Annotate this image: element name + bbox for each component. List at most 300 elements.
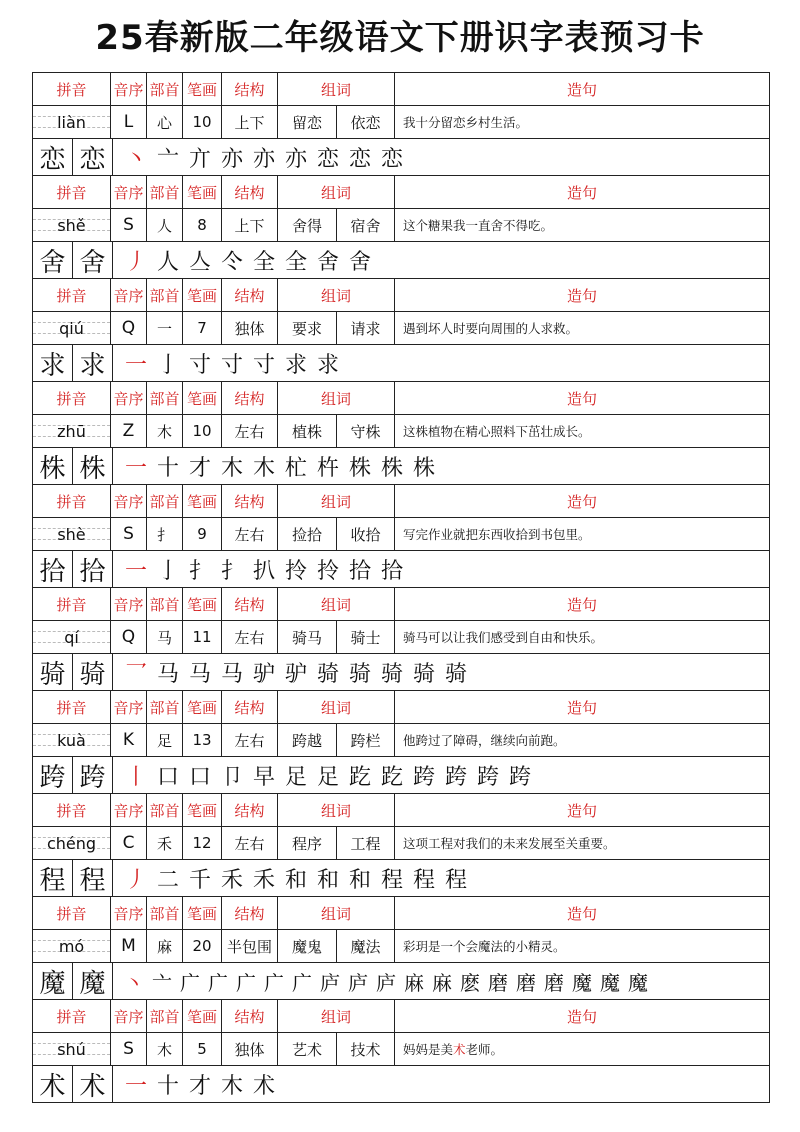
- stroke-steps: [113, 554, 407, 585]
- header-strokes: 笔画: [183, 588, 222, 620]
- header-initial: 音序: [111, 794, 147, 826]
- stroke-step: 麻: [404, 970, 424, 995]
- stroke-step: 马: [156, 661, 179, 687]
- stroke-step: 广: [208, 970, 228, 995]
- character-card: [33, 176, 769, 279]
- sentence-cell: 我十分留恋乡村生活。: [403, 115, 529, 130]
- pinyin-cell: [33, 827, 111, 859]
- stroke-step: 早: [252, 764, 275, 790]
- radical-cell: 麻: [147, 930, 183, 962]
- character-box: 舍: [33, 242, 73, 278]
- character-table: [32, 72, 770, 1103]
- stroke-step: 杧: [284, 455, 307, 481]
- character-card: [33, 897, 769, 1000]
- header-words: 组词: [278, 691, 395, 723]
- stroke-step: 一: [124, 352, 147, 378]
- sentence-cell: 这项工程对我们的未来发展至关重要。: [403, 836, 616, 851]
- stroke-step: 十: [156, 1073, 179, 1099]
- stroke-step: 丿: [124, 249, 147, 275]
- header-sentence: 造句: [566, 595, 597, 614]
- header-initial: 音序: [111, 485, 147, 517]
- stroke-step: 全: [284, 249, 307, 275]
- stroke-step: 拎: [316, 558, 339, 584]
- header-radical: 部首: [147, 1000, 183, 1032]
- stroke-steps: [113, 967, 651, 996]
- stroke-step: 扌: [220, 558, 243, 584]
- radical-cell: 心: [147, 106, 183, 138]
- stroke-count-cell: 9: [183, 518, 222, 550]
- character-box: 魔: [73, 963, 113, 999]
- initial-cell: C: [111, 827, 147, 859]
- radical-cell: 禾: [147, 827, 183, 859]
- header-row: [33, 691, 769, 724]
- stroke-count-cell: 10: [183, 106, 222, 138]
- stroke-step: 拎: [284, 558, 307, 584]
- stroke-steps: [113, 142, 407, 173]
- stroke-order-row: [33, 1066, 769, 1102]
- stroke-step: 麽: [460, 970, 480, 995]
- info-row: [33, 930, 769, 963]
- header-sentence: 造句: [566, 286, 597, 305]
- radical-cell: 一: [147, 312, 183, 344]
- character-box: 程: [33, 860, 73, 896]
- stroke-step: 磨: [544, 970, 564, 995]
- stroke-step: 亦: [220, 146, 243, 172]
- header-initial: 音序: [111, 1000, 147, 1032]
- stroke-steps: [113, 245, 375, 276]
- header-row: [33, 794, 769, 827]
- header-structure: 结构: [222, 588, 278, 620]
- pinyin-cell: [33, 518, 111, 550]
- info-row: [33, 106, 769, 139]
- highlighted-char: 术: [453, 1042, 466, 1057]
- stroke-step: 骑: [348, 661, 371, 687]
- info-row: [33, 621, 769, 654]
- stroke-step: 全: [252, 249, 275, 275]
- character-card: [33, 485, 769, 588]
- header-row: [33, 176, 769, 209]
- stroke-step: 足: [316, 764, 339, 790]
- header-pinyin: 拼音: [33, 1000, 111, 1032]
- stroke-step: 扌: [188, 558, 211, 584]
- header-initial: 音序: [111, 279, 147, 311]
- header-structure: 结构: [222, 73, 278, 105]
- header-pinyin: 拼音: [33, 279, 111, 311]
- header-strokes: 笔画: [183, 691, 222, 723]
- word-cell: 魔法: [337, 930, 395, 962]
- stroke-step: 千: [188, 867, 211, 893]
- stroke-step: 庐: [376, 970, 396, 995]
- stroke-order-row: [33, 139, 769, 175]
- radical-cell: 木: [147, 1033, 183, 1065]
- stroke-step: 拾: [348, 558, 371, 584]
- header-structure: 结构: [222, 1000, 278, 1032]
- stroke-step: 亦: [252, 146, 275, 172]
- header-words: 组词: [278, 794, 395, 826]
- info-row: [33, 518, 769, 551]
- header-radical: 部首: [147, 176, 183, 208]
- stroke-step: 马: [220, 661, 243, 687]
- stroke-step: 驴: [252, 661, 275, 687]
- character-box: 恋: [33, 139, 73, 175]
- stroke-step: 一: [124, 1073, 147, 1099]
- pinyin-text: zhū: [57, 421, 86, 441]
- stroke-step: 寸: [188, 352, 211, 378]
- header-structure: 结构: [222, 176, 278, 208]
- stroke-step: 广: [292, 970, 312, 995]
- stroke-count-cell: 11: [183, 621, 222, 653]
- character-card: [33, 588, 769, 691]
- pinyin-text: shú: [57, 1039, 86, 1059]
- word-cell: 舍得: [278, 209, 337, 241]
- word-cell: 植株: [278, 415, 337, 447]
- stroke-step: 亅: [156, 352, 179, 378]
- stroke-steps: [113, 1069, 279, 1100]
- structure-cell: 左右: [222, 621, 278, 653]
- header-sentence: 造句: [566, 183, 597, 202]
- stroke-step: 魔: [600, 970, 620, 995]
- stroke-step: 魔: [572, 970, 592, 995]
- header-structure: 结构: [222, 485, 278, 517]
- character-box: 求: [73, 345, 113, 381]
- stroke-count-cell: 7: [183, 312, 222, 344]
- stroke-step: 程: [412, 867, 435, 893]
- stroke-step: 求: [316, 352, 339, 378]
- stroke-step: 跨: [476, 764, 499, 790]
- stroke-step: 亅: [156, 558, 179, 584]
- pinyin-text: qí: [64, 627, 79, 647]
- stroke-step: 仒: [220, 249, 243, 275]
- stroke-step: 十: [156, 455, 179, 481]
- header-strokes: 笔画: [183, 1000, 222, 1032]
- stroke-step: 庐: [320, 970, 340, 995]
- sentence-cell: 这个糖果我一直舍不得吃。: [403, 218, 554, 233]
- stroke-steps: [113, 657, 471, 688]
- stroke-step: 亠: [156, 146, 179, 172]
- stroke-step: 丨: [124, 764, 147, 790]
- stroke-step: 拾: [380, 558, 403, 584]
- stroke-step: 二: [156, 867, 179, 893]
- structure-cell: 半包围: [222, 930, 278, 962]
- header-row: [33, 382, 769, 415]
- stroke-order-row: [33, 345, 769, 381]
- stroke-step: 和: [348, 867, 371, 893]
- initial-cell: Q: [111, 312, 147, 344]
- word-cell: 艺术: [278, 1033, 337, 1065]
- sentence-cell: 他跨过了障碍，继续向前跑。: [403, 733, 566, 748]
- header-words: 组词: [278, 1000, 395, 1032]
- header-words: 组词: [278, 279, 395, 311]
- stroke-step: 寸: [220, 352, 243, 378]
- stroke-count-cell: 8: [183, 209, 222, 241]
- character-box: 跨: [73, 757, 113, 793]
- stroke-step: 跨: [508, 764, 531, 790]
- sentence-cell: 骑马可以让我们感受到自由和快乐。: [403, 630, 604, 645]
- stroke-step: 杵: [316, 455, 339, 481]
- word-cell: 工程: [337, 827, 395, 859]
- stroke-step: 木: [220, 455, 243, 481]
- word-cell: 程序: [278, 827, 337, 859]
- character-box: 术: [73, 1066, 113, 1102]
- stroke-step: 丶: [124, 970, 144, 995]
- stroke-step: 跨: [444, 764, 467, 790]
- initial-cell: Z: [111, 415, 147, 447]
- page-title: 25春新版二年级语文下册识字表预习卡: [95, 18, 705, 58]
- initial-cell: M: [111, 930, 147, 962]
- initial-cell: L: [111, 106, 147, 138]
- word-cell: 骑马: [278, 621, 337, 653]
- header-pinyin: 拼音: [33, 382, 111, 414]
- stroke-step: 亣: [188, 146, 211, 172]
- header-radical: 部首: [147, 485, 183, 517]
- stroke-step: 恋: [380, 146, 403, 172]
- header-row: [33, 897, 769, 930]
- character-card: [33, 73, 769, 176]
- character-box: 株: [33, 448, 73, 484]
- initial-cell: S: [111, 1033, 147, 1065]
- stroke-step: 木: [220, 1073, 243, 1099]
- header-strokes: 笔画: [183, 279, 222, 311]
- header-row: [33, 588, 769, 621]
- header-structure: 结构: [222, 279, 278, 311]
- character-box: 跨: [33, 757, 73, 793]
- pinyin-cell: [33, 1033, 111, 1065]
- character-box: 骑: [33, 654, 73, 690]
- pinyin-text: shè: [57, 524, 86, 544]
- pinyin-cell: [33, 724, 111, 756]
- stroke-step: 禾: [220, 867, 243, 893]
- header-initial: 音序: [111, 176, 147, 208]
- character-card: [33, 1000, 769, 1103]
- word-cell: 宿舍: [337, 209, 395, 241]
- header-radical: 部首: [147, 588, 183, 620]
- header-strokes: 笔画: [183, 176, 222, 208]
- stroke-step: 和: [316, 867, 339, 893]
- pinyin-cell: [33, 415, 111, 447]
- header-strokes: 笔画: [183, 73, 222, 105]
- stroke-order-row: [33, 654, 769, 690]
- header-words: 组词: [278, 176, 395, 208]
- structure-cell: 独体: [222, 312, 278, 344]
- stroke-step: 趷: [380, 764, 403, 790]
- structure-cell: 左右: [222, 827, 278, 859]
- pinyin-text: liàn: [57, 112, 86, 132]
- sentence-cell: 妈妈是美 术 老师。: [403, 1042, 504, 1057]
- header-words: 组词: [278, 485, 395, 517]
- header-strokes: 笔画: [183, 485, 222, 517]
- stroke-step: 乛: [124, 661, 147, 687]
- character-card: [33, 382, 769, 485]
- stroke-step: 口: [188, 764, 211, 790]
- info-row: [33, 1033, 769, 1066]
- info-row: [33, 724, 769, 757]
- stroke-step: 禾: [252, 867, 275, 893]
- pinyin-cell: [33, 621, 111, 653]
- header-radical: 部首: [147, 897, 183, 929]
- initial-cell: S: [111, 518, 147, 550]
- word-cell: 魔鬼: [278, 930, 337, 962]
- stroke-step: 恋: [316, 146, 339, 172]
- pinyin-cell: [33, 930, 111, 962]
- header-words: 组词: [278, 73, 395, 105]
- word-cell: 跨越: [278, 724, 337, 756]
- header-words: 组词: [278, 382, 395, 414]
- header-words: 组词: [278, 897, 395, 929]
- pinyin-cell: [33, 312, 111, 344]
- stroke-steps: [113, 451, 439, 482]
- stroke-step: 才: [188, 455, 211, 481]
- structure-cell: 上下: [222, 106, 278, 138]
- radical-cell: 足: [147, 724, 183, 756]
- info-row: [33, 415, 769, 448]
- stroke-count-cell: 12: [183, 827, 222, 859]
- pinyin-cell: [33, 106, 111, 138]
- header-strokes: 笔画: [183, 382, 222, 414]
- header-radical: 部首: [147, 691, 183, 723]
- stroke-step: 磨: [488, 970, 508, 995]
- stroke-step: 足: [284, 764, 307, 790]
- info-row: [33, 312, 769, 345]
- stroke-step: 骑: [412, 661, 435, 687]
- stroke-step: 跨: [412, 764, 435, 790]
- stroke-step: 骑: [444, 661, 467, 687]
- header-initial: 音序: [111, 897, 147, 929]
- word-cell: 请求: [337, 312, 395, 344]
- stroke-count-cell: 5: [183, 1033, 222, 1065]
- stroke-step: 磨: [516, 970, 536, 995]
- stroke-step: 亦: [284, 146, 307, 172]
- word-cell: 骑士: [337, 621, 395, 653]
- pinyin-text: shě: [57, 215, 86, 235]
- stroke-step: 一: [124, 558, 147, 584]
- sentence-cell: 彩玥是一个会魔法的小精灵。: [403, 939, 566, 954]
- stroke-step: 舍: [348, 249, 371, 275]
- stroke-step: 程: [380, 867, 403, 893]
- pinyin-text: mó: [58, 936, 85, 956]
- stroke-steps: [113, 863, 471, 894]
- header-structure: 结构: [222, 382, 278, 414]
- stroke-step: 口: [156, 764, 179, 790]
- stroke-step: 人: [156, 249, 179, 275]
- stroke-steps: [113, 348, 343, 379]
- header-radical: 部首: [147, 794, 183, 826]
- pinyin-cell: [33, 209, 111, 241]
- word-cell: 要求: [278, 312, 337, 344]
- character-card: [33, 279, 769, 382]
- word-cell: 捡拾: [278, 518, 337, 550]
- header-pinyin: 拼音: [33, 176, 111, 208]
- word-cell: 跨栏: [337, 724, 395, 756]
- stroke-count-cell: 20: [183, 930, 222, 962]
- stroke-step: 广: [264, 970, 284, 995]
- character-box: 拾: [33, 551, 73, 587]
- stroke-steps: [113, 760, 535, 791]
- character-box: 舍: [73, 242, 113, 278]
- stroke-step: 术: [252, 1073, 275, 1099]
- stroke-order-row: [33, 757, 769, 793]
- stroke-step: 舍: [316, 249, 339, 275]
- stroke-step: 麻: [432, 970, 452, 995]
- stroke-step: 株: [380, 455, 403, 481]
- character-box: 术: [33, 1066, 73, 1102]
- character-card: [33, 691, 769, 794]
- stroke-step: 寸: [252, 352, 275, 378]
- structure-cell: 左右: [222, 415, 278, 447]
- header-pinyin: 拼音: [33, 588, 111, 620]
- header-pinyin: 拼音: [33, 485, 111, 517]
- stroke-order-row: [33, 242, 769, 278]
- initial-cell: S: [111, 209, 147, 241]
- sentence-cell: 遇到坏人时要向周围的人求救。: [403, 321, 579, 336]
- stroke-step: 趷: [348, 764, 371, 790]
- header-pinyin: 拼音: [33, 73, 111, 105]
- stroke-step: 恋: [348, 146, 371, 172]
- header-structure: 结构: [222, 897, 278, 929]
- stroke-step: 木: [252, 455, 275, 481]
- header-initial: 音序: [111, 382, 147, 414]
- info-row: [33, 827, 769, 860]
- header-sentence: 造句: [566, 492, 597, 511]
- initial-cell: Q: [111, 621, 147, 653]
- character-card: [33, 794, 769, 897]
- stroke-step: 求: [284, 352, 307, 378]
- character-box: 株: [73, 448, 113, 484]
- header-row: [33, 279, 769, 312]
- header-sentence: 造句: [566, 389, 597, 408]
- header-pinyin: 拼音: [33, 794, 111, 826]
- stroke-count-cell: 10: [183, 415, 222, 447]
- stroke-step: 庐: [348, 970, 368, 995]
- initial-cell: K: [111, 724, 147, 756]
- stroke-step: 马: [188, 661, 211, 687]
- stroke-step: 丶: [124, 146, 147, 172]
- stroke-step: 骑: [316, 661, 339, 687]
- pinyin-text: chéng: [46, 833, 97, 853]
- radical-cell: 马: [147, 621, 183, 653]
- header-pinyin: 拼音: [33, 691, 111, 723]
- stroke-count-cell: 13: [183, 724, 222, 756]
- stroke-step: 骑: [380, 661, 403, 687]
- stroke-order-row: [33, 551, 769, 587]
- word-cell: 留恋: [278, 106, 337, 138]
- stroke-step: 驴: [284, 661, 307, 687]
- header-strokes: 笔画: [183, 794, 222, 826]
- structure-cell: 左右: [222, 518, 278, 550]
- word-cell: 技术: [337, 1033, 395, 1065]
- sentence-cell: 写完作业就把东西收拾到书包里。: [403, 527, 591, 542]
- header-sentence: 造句: [566, 698, 597, 717]
- stroke-order-row: [33, 963, 769, 999]
- header-radical: 部首: [147, 279, 183, 311]
- header-pinyin: 拼音: [33, 897, 111, 929]
- character-box: 求: [33, 345, 73, 381]
- radical-cell: 扌: [147, 518, 183, 550]
- header-sentence: 造句: [566, 801, 597, 820]
- header-sentence: 造句: [566, 80, 597, 99]
- header-sentence: 造句: [566, 904, 597, 923]
- header-structure: 结构: [222, 691, 278, 723]
- character-box: 骑: [73, 654, 113, 690]
- character-box: 恋: [73, 139, 113, 175]
- header-radical: 部首: [147, 73, 183, 105]
- structure-cell: 左右: [222, 724, 278, 756]
- header-strokes: 笔画: [183, 897, 222, 929]
- stroke-step: 程: [444, 867, 467, 893]
- radical-cell: 木: [147, 415, 183, 447]
- radical-cell: 人: [147, 209, 183, 241]
- header-sentence: 造句: [566, 1007, 597, 1026]
- header-row: [33, 485, 769, 518]
